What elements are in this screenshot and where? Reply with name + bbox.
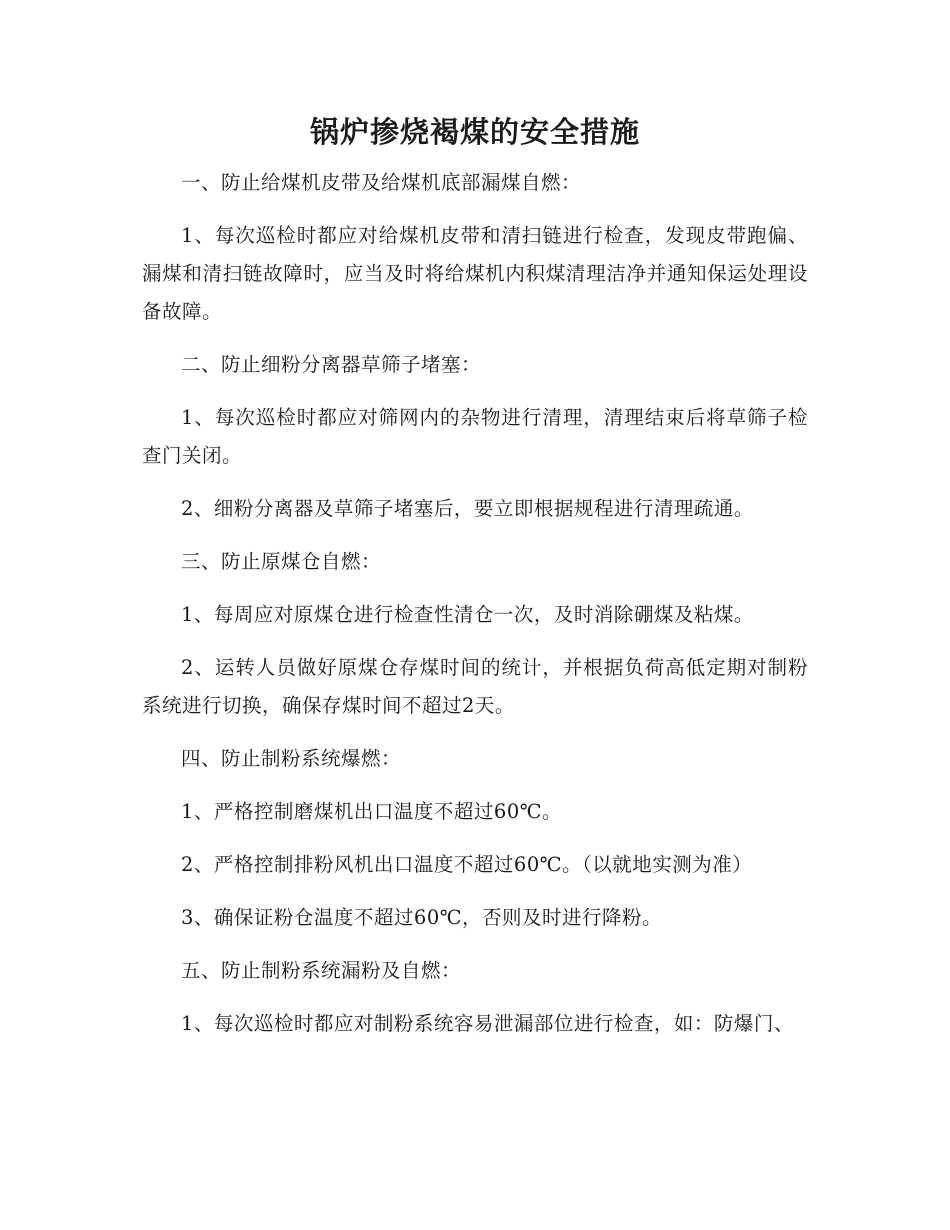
paragraph: 2、细粉分离器及草筛子堵塞后，要立即根据规程进行清理疏通。	[181, 497, 754, 520]
section-heading-2: 二、防止细粉分离器草筛子堵塞：	[181, 353, 482, 376]
document-title: 锅炉掺烧褐煤的安全措施	[309, 115, 640, 149]
paragraph: 1、每次巡检时都应对给煤机皮带和清扫链进行检查，发现皮带跑偏、漏煤和清扫链故障时，应当及时将给煤机内积煤清理洁净并通知保运处理设备故障。	[142, 224, 808, 323]
paragraph: 1、每次巡检时都应对制粉系统容易泄漏部位进行检查，如：防爆门、	[181, 1012, 794, 1035]
paragraph: 3、确保证粉仓温度不超过60℃，否则及时进行降粉。	[181, 906, 663, 929]
paragraph: 1、每周应对原煤仓进行检查性清仓一次，及时消除硼煤及粘煤。	[181, 603, 754, 626]
section-heading-5: 五、防止制粉系统漏粉及自燃：	[181, 959, 462, 982]
document-body	[142, 164, 808, 1058]
section-heading-4: 四、防止制粉系统爆燃：	[181, 747, 402, 770]
section-heading-1: 一、防止给煤机皮带及给煤机底部漏煤自燃：	[181, 171, 582, 194]
paragraph: 1、严格控制磨煤机出口温度不超过60℃。	[181, 800, 563, 823]
section-heading-3: 三、防止原煤仓自燃：	[181, 550, 382, 573]
paragraph: 1、每次巡检时都应对筛网内的杂物进行清理，清理结束后将草筛子检查门关闭。	[142, 406, 808, 467]
paragraph: 2、严格控制排粉风机出口温度不超过60℃。（以就地实测为准）	[181, 853, 753, 876]
paragraph: 2、运转人员做好原煤仓存煤时间的统计，并根据负荷高低定期对制粉系统进行切换，确保存煤时间不超过2天。	[142, 656, 808, 717]
